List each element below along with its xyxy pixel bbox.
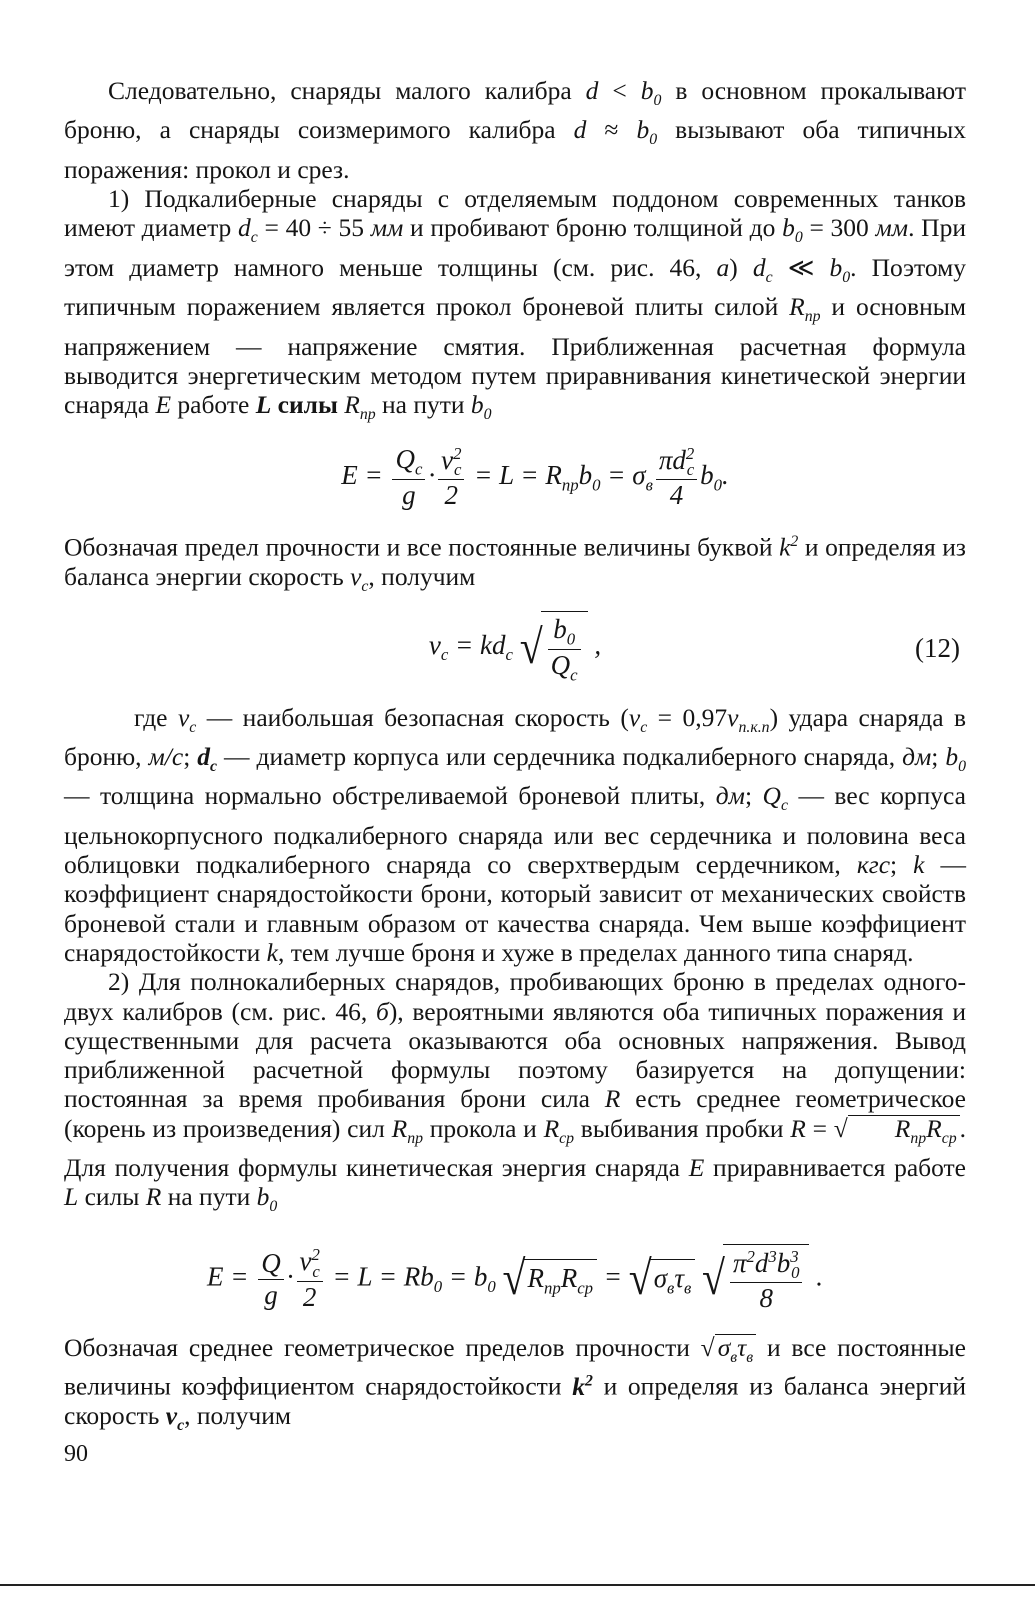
- square-root: √ $\frac{b_0}{Q_c}$: [520, 611, 588, 684]
- fraction: $\frac{Q}{g}$: [258, 1248, 284, 1311]
- square-root: $√R_{пр}R_{ср}$: [503, 1254, 598, 1304]
- fraction: $\frac{v^2_c}{2}$: [297, 1245, 323, 1313]
- fraction: $\frac{v^2_c}{2}$: [438, 444, 464, 512]
- page-number: 90: [64, 1441, 88, 1467]
- fraction: $\frac{Q_c}{g}$: [392, 444, 425, 511]
- page-body: [64, 76, 966, 1440]
- formula-12: $v_c = kd_c$ √ $\frac{b_0}{Q_c}$ , (12): [64, 611, 966, 684]
- paragraph: Обозначая предел прочности и все постоянные величины буквой $k^2$ и определяя из баланса энергии скорость $v_c$, получим: [64, 532, 966, 596]
- paragraph: Следовательно, снаряды малого калибра $d < b_0$ в основном прокалывают броню, а снаряды соизмеримого калибра $d \approx b_0$ вызывают оба типичных поражения: прокол и срез.: [64, 76, 966, 184]
- fraction: $\frac{\pi d^2_c}{4}$: [656, 444, 697, 512]
- formula-energy-subcaliber: E = $\frac{Q_c}{g}$ · $\frac{v^2_c}{2}$ = $L = R_{пр}b_0 = \sigma_в$ $\frac{\pi d^2_c}{4}$ $b_0$.: [341, 443, 729, 511]
- equation-number: (12): [915, 632, 960, 663]
- paragraph: 2) Для полнокалиберных снарядов, пробивающих броню в пределах одного-двух калибров (см. рис. 46, б), вероятными являются оба типичных поражения и существенными для расчета оказываются оба основных напряжения. Вывод приближенной расчетной формулы поэтому базируется на допущении: постоянная за время пробивания брони сила R есть среднее геометрическое (корень из произведения) сил $R_{пр}$ прокола и $R_{ср}$ выбивания пробки R = √ $R_{пр}R_{ср}$ . Для получения формулы кинетическая энергия снаряда E приравнивается работе L силы R на пути $b_0$: [64, 967, 966, 1216]
- paragraph: 1) Подкалиберные снаряды с отделяемым поддоном современных танков имеют диаметр $d_c = 40 \div 55$ мм и пробивают броню толщиной до $b_0 = 300$ мм. При этом диаметр намного меньше толщины (см. рис. 46, а) $d_c$ ≪ $b_0$. Поэтому типичным поражением является прокол броневой плиты силой $R_{пр}$ и основным напряжением — напряжение смятия. Приближенная расчетная формула выводится энергетическим методом путем приравнивания кинетической энергии снаряда E работе L силы $R_{пр}$ на пути $b_0$: [64, 184, 967, 424]
- square-root: √ $\frac{\pi^2d^3b^3_0}{8}$: [702, 1244, 809, 1315]
- square-root: $√\sigma_в\tau_в$: [629, 1254, 696, 1304]
- scan-bottom-edge: [0, 1584, 1035, 1586]
- formula-energy-fullcaliber: E = $\frac{Q}{g}$ · $\frac{v^2_c}{2}$ = $L = Rb_0 = b_0$ $√R_{пр}R_{ср} = √\sigma_в\tau_в$ √ $\frac{\pi^2d^3b^3_0}{8}$ .: [207, 1245, 823, 1314]
- paragraph: где $v_c$ — наибольшая безопасная скорость $(v_c = 0,97v_{п.к.п})$ удара снаряда в броню, м/с; $d_c$ — диаметр корпуса или сердечника подкалиберного снаряда, дм; $b_0$ — толщина нормально обстреливаемой броневой плиты, дм; $Q_c$ — вес корпуса цельнокорпусного подкалиберного снаряда или вес сердечника и половина веса облицовки подкалиберного снаряда со сверхтвердым сердечником, кгс; k — коэффициент снарядостойкости брони, который зависит от механических свойств броневой стали и главным образом от качества снаряда. Чем выше коэффициент снарядостойкости k, тем лучше броня и хуже в пределах данного типа снаряд.: [64, 702, 967, 967]
- paragraph: Обозначая среднее геометрическое пределов прочности √ $\sigma_в\tau_в$ и все постоянные величины коэффициентом снарядостойкости $k^2$ и определяя из баланса энергий скорость $v_c$, получим: [64, 1332, 966, 1435]
